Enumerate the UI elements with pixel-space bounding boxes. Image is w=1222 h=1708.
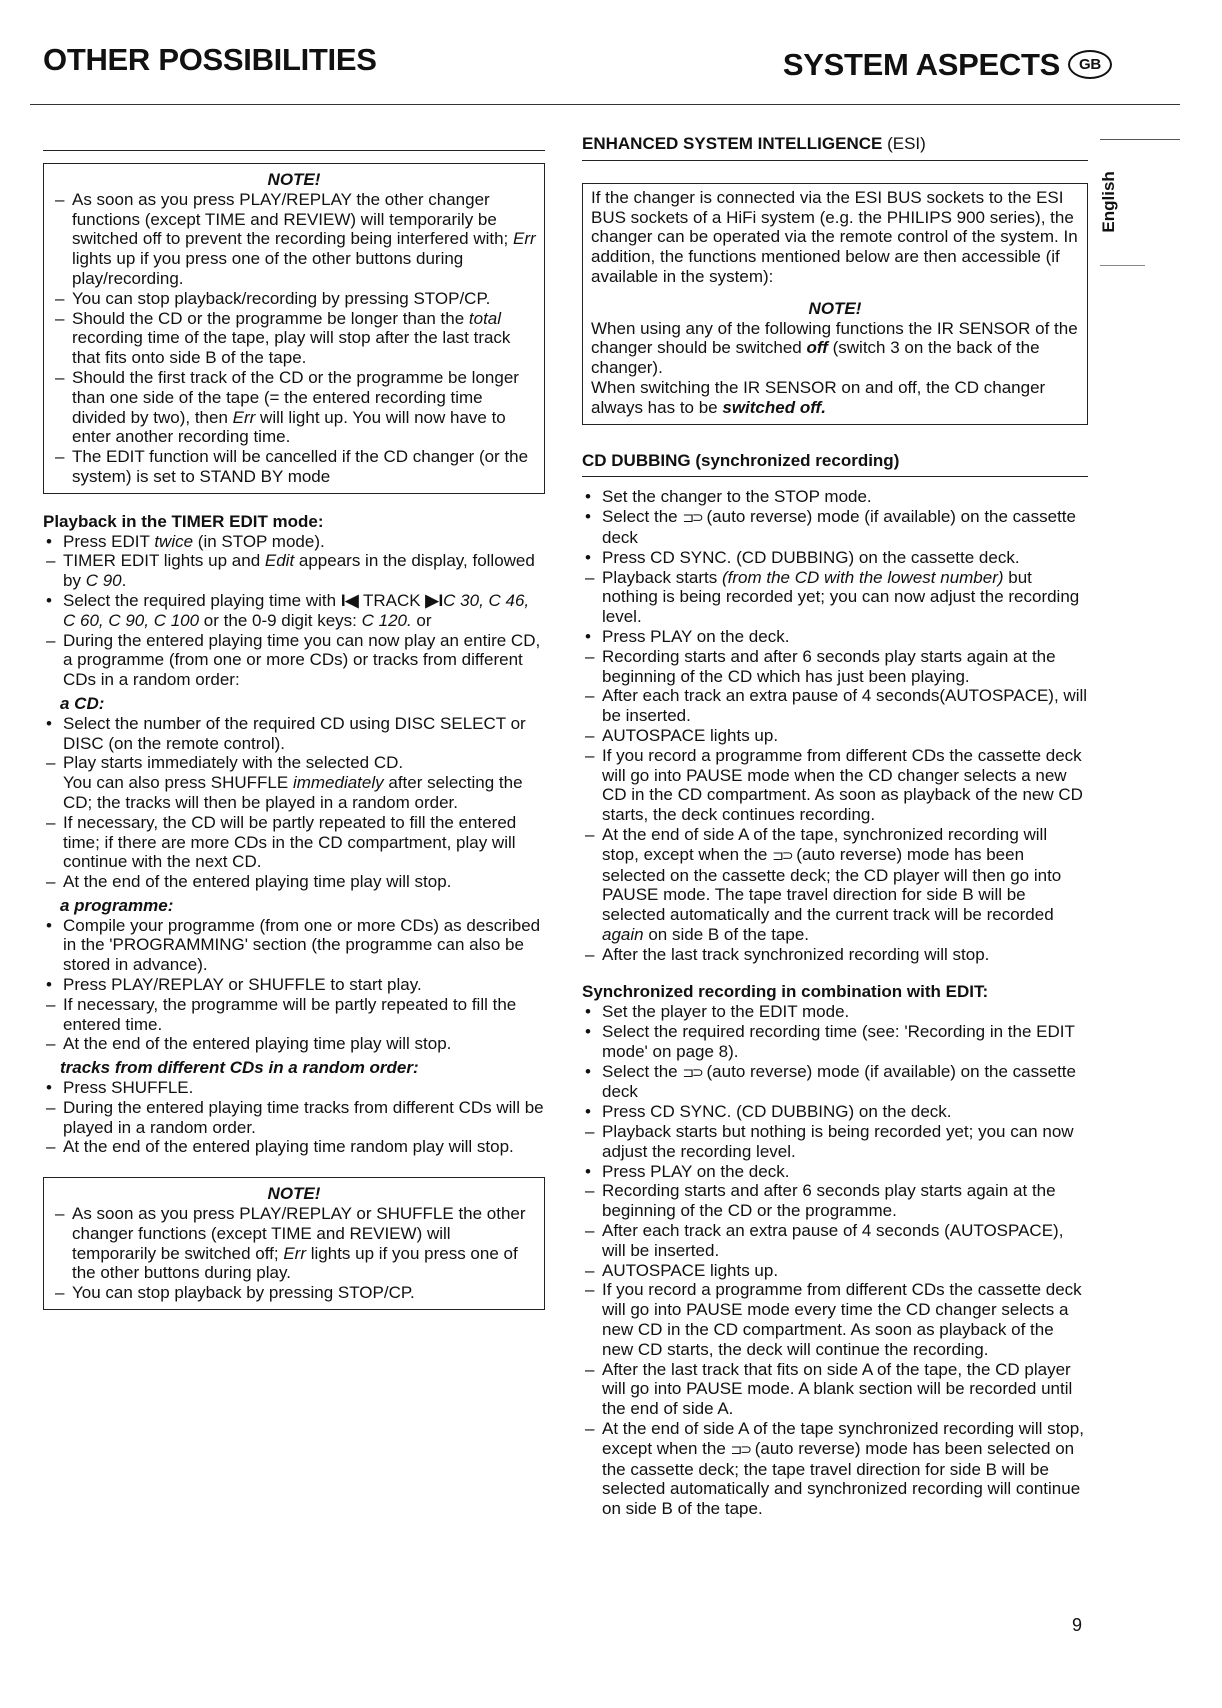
list-item <box>43 631 545 690</box>
left-column <box>43 150 545 1310</box>
list-item <box>582 1022 1088 1062</box>
list-marker: – <box>46 872 56 892</box>
list-item <box>582 1419 1088 1519</box>
tab-divider-top <box>1100 139 1180 140</box>
list-marker: – <box>585 1122 595 1142</box>
list-item <box>43 1034 545 1054</box>
list-marker: – <box>55 1283 65 1303</box>
list-marker: • <box>585 1002 591 1022</box>
autoreverse-icon: ⊐⊃ <box>730 1440 750 1457</box>
a-programme-list <box>43 916 545 1055</box>
text-run: but nothing is being recorded yet; you can now adjust the recording level. <box>602 567 1080 627</box>
text-run: or <box>411 610 432 630</box>
list-item <box>582 507 1088 548</box>
list-item <box>582 1062 1088 1103</box>
text-run: You can also press SHUFFLE <box>63 773 293 793</box>
list-marker: • <box>585 487 591 507</box>
text-run: Press EDIT <box>63 531 155 551</box>
a-cd-list <box>43 714 545 892</box>
a-cd-heading: a CD: <box>60 693 105 713</box>
list-marker: – <box>585 646 595 666</box>
list-item <box>582 1122 1088 1162</box>
list-item <box>582 945 1088 965</box>
note-title: NOTE! <box>267 170 321 189</box>
list-marker: – <box>585 1221 595 1241</box>
list-marker: • <box>46 590 52 610</box>
text-run: Playback starts but nothing is being recorded yet; you can now adjust the recording level. <box>602 1122 1074 1161</box>
list-marker: – <box>55 447 65 467</box>
italic-run: C 90 <box>85 571 122 591</box>
text-run: Press PLAY on the deck. <box>602 1161 790 1181</box>
text-run: At the end of the entered playing time play will stop. <box>63 1034 452 1054</box>
text-run: recording time of the tape, play will stop after the last track that fits onto side B of the tape. <box>72 328 511 368</box>
esi-note-text: When switching the IR SENSOR on and off, the CD changer always has to be <box>591 377 1046 417</box>
list-marker: – <box>585 725 595 745</box>
text-run: At the end of side A of the tape synchronized recording will stop, except when the <box>602 1419 1084 1458</box>
list-marker: • <box>585 507 591 527</box>
list-item <box>43 1098 545 1138</box>
prev-track-icon: I◀ <box>340 590 359 610</box>
text-run: If necessary, the CD will be partly repeated to fill the entered time; if there are more CDs in the CD compartment, play will continue with the next CD. <box>63 812 517 872</box>
gb-badge: GB <box>1068 50 1112 79</box>
autoreverse-icon: ⊐⊃ <box>682 509 702 526</box>
list-item <box>52 1204 536 1283</box>
text-run: If you record a programme from different CDs the cassette deck will go into PAUSE mode every time the CD changer selects a new CD in the CD compartment. As soon as playback of the new CD starts, the deck will continue the recording. <box>602 1280 1082 1359</box>
list-marker: – <box>585 686 595 706</box>
esi-note-emph: off <box>806 338 828 358</box>
list-marker: • <box>585 1061 591 1081</box>
list-item <box>52 190 536 289</box>
list-marker: – <box>46 630 56 650</box>
esi-intro: If the changer is connected via the ESI BUS sockets to the ESI BUS sockets of a HiFi system (e.g. the PHILIPS 900 series), the changer can be operated via the remote control of the system. In addition, the functions mentioned below are then accessible (if available in the system): <box>591 187 1078 286</box>
esi-heading-bold: ENHANCED SYSTEM INTELLIGENCE <box>582 134 883 153</box>
text-run: As soon as you press PLAY/REPLAY or SHUFFLE the other changer functions (except TIME and REVIEW) will temporarily be switched off; <box>72 1204 526 1263</box>
list-item <box>582 1360 1088 1419</box>
note-list <box>52 1204 536 1303</box>
list-marker: – <box>55 189 65 209</box>
text-run: Set the player to the EDIT mode. <box>602 1002 850 1022</box>
list-item <box>582 1181 1088 1221</box>
list-item <box>582 1261 1088 1281</box>
list-marker: – <box>55 1204 65 1224</box>
note-box-playback <box>43 1177 545 1310</box>
list-item <box>582 1002 1088 1022</box>
language-tab <box>1100 150 1140 260</box>
text-run: appears in the display, followed by <box>63 551 535 591</box>
list-item <box>43 1137 545 1157</box>
text-run: Press PLAY on the deck. <box>602 626 790 646</box>
list-marker: – <box>585 567 595 587</box>
esi-note-line2 <box>591 378 1079 418</box>
list-item <box>43 975 545 995</box>
text-run: TRACK <box>358 590 426 610</box>
text-run: If you record a programme from different CDs the cassette deck will go into PAUSE mode when the CD changer selects a new CD in the CD compartment. As soon as playback of the new CD starts, the deck continues recording. <box>602 745 1083 825</box>
system-aspects-title: SYSTEM ASPECTS <box>782 46 1060 82</box>
list-item <box>582 548 1088 568</box>
list-item <box>43 813 545 872</box>
list-marker: – <box>585 1359 595 1379</box>
list-item <box>43 995 545 1035</box>
text-run: AUTOSPACE lights up. <box>602 725 779 745</box>
list-item <box>582 627 1088 647</box>
a-programme-heading: a programme: <box>60 895 174 915</box>
list-marker: • <box>585 1161 591 1181</box>
text-run: The EDIT function will be cancelled if the CD changer (or the system) is set to STAND BY mode <box>72 447 529 486</box>
italic-run: (from the CD with the lowest number) <box>722 567 1004 587</box>
text-run: (auto reverse) mode has been selected on the cassette deck; the tape travel direction for side B will be selected automatically and synchronized recording will continue on side B of the tape. <box>602 1438 1081 1519</box>
text-run: lights up if you press one of the other buttons during play. <box>72 1243 518 1283</box>
text-run: after selecting the CD; the tracks will then be played in a random order. <box>63 773 523 812</box>
text-run: (auto reverse) mode (if available) on the cassette deck <box>602 1061 1076 1102</box>
text-run: After each track an extra pause of 4 seconds (AUTOSPACE), will be inserted. <box>602 1221 1064 1260</box>
left-top-rule <box>43 150 545 151</box>
list-item <box>52 368 536 447</box>
text-run: You can stop playback/recording by pressing STOP/CP. <box>72 288 491 308</box>
list-item <box>43 551 545 591</box>
text-run: At the end of the entered playing time play will stop. <box>63 872 452 892</box>
list-item <box>582 1102 1088 1122</box>
esi-note-emph: switched off. <box>722 397 826 417</box>
list-marker: • <box>585 626 591 646</box>
list-marker: – <box>46 1097 56 1117</box>
text-run: Playback starts <box>602 567 722 587</box>
text-run: Should the CD or the programme be longer than the <box>72 308 469 328</box>
list-marker: • <box>585 547 591 567</box>
list-marker: • <box>46 915 52 935</box>
text-run: Select the required playing time with <box>63 590 341 610</box>
cd-dubbing-list <box>582 487 1088 964</box>
text-run: If necessary, the programme will be partly repeated to fill the entered time. <box>63 994 517 1034</box>
italic-run: Err <box>513 229 536 249</box>
list-marker: – <box>46 753 56 773</box>
cd-dubbing-heading: CD DUBBING (synchronized recording) <box>582 451 1088 478</box>
text-run: At the end of side A of the tape, synchronized recording will stop, except when the <box>602 824 1048 864</box>
list-item <box>43 1078 545 1098</box>
list-marker: • <box>46 531 52 551</box>
text-run: (auto reverse) mode (if available) on the cassette deck <box>602 507 1076 547</box>
text-run: At the end of the entered playing time random play will stop. <box>63 1137 514 1157</box>
page-title-right <box>782 46 1112 82</box>
list-item <box>582 1162 1088 1182</box>
list-marker: – <box>46 994 56 1014</box>
italic-run: again <box>602 924 644 944</box>
list-item <box>43 916 545 975</box>
list-item <box>52 1283 536 1303</box>
text-run: or the 0-9 digit keys: <box>199 610 362 630</box>
text-run: TIMER EDIT lights up and <box>63 551 265 571</box>
page-number: 9 <box>1072 1615 1083 1635</box>
list-item <box>582 726 1088 746</box>
italic-run: Err <box>232 407 256 427</box>
text-run: Select the required recording time (see: 'Recording in the EDIT mode' on page 8). <box>602 1022 1075 1061</box>
list-item <box>52 309 536 368</box>
text-run: Select the <box>602 1061 683 1081</box>
list-item <box>582 686 1088 726</box>
list-marker: – <box>585 1419 595 1439</box>
list-item <box>582 1221 1088 1261</box>
text-run: Press CD SYNC. (CD DUBBING) on the cassette deck. <box>602 547 1020 567</box>
italic-run: immediately <box>292 773 384 793</box>
text-run: . <box>121 571 127 591</box>
random-list <box>43 1078 545 1157</box>
page-title-left: OTHER POSSIBILITIES <box>43 42 377 77</box>
list-item <box>582 647 1088 687</box>
text-run: Set the changer to the STOP mode. <box>602 487 872 507</box>
list-marker: – <box>46 1034 56 1054</box>
note-list <box>52 190 536 487</box>
text-run: Compile your programme (from one or more CDs) as described in the 'PROGRAMMING' section (the programme can also be stored in advance). <box>63 915 541 975</box>
autoreverse-icon: ⊐⊃ <box>682 1063 702 1080</box>
list-item <box>43 532 545 552</box>
text-run: AUTOSPACE lights up. <box>602 1260 779 1280</box>
next-track-icon: ▶I <box>425 590 444 610</box>
list-item <box>43 773 545 813</box>
text-run: After the last track synchronized recording will stop. <box>602 944 990 964</box>
text-run: As soon as you press PLAY/REPLAY the other changer functions (except TIME and REVIEW) will temporarily be switched off to prevent the recording being interfered with; <box>72 189 513 249</box>
right-column <box>582 134 1088 1519</box>
list-marker: – <box>585 824 595 844</box>
esi-note-title: NOTE! <box>808 298 862 318</box>
list-marker: – <box>55 288 65 308</box>
list-item <box>43 753 545 773</box>
list-item <box>582 487 1088 507</box>
list-marker: • <box>585 1022 591 1042</box>
list-marker: – <box>46 812 56 832</box>
language-tab-label: English <box>1098 171 1118 233</box>
list-marker: – <box>46 1137 56 1157</box>
random-heading: tracks from different CDs in a random order: <box>60 1058 419 1078</box>
italic-run: Err <box>283 1243 307 1263</box>
text-run: You can stop playback by pressing STOP/CP. <box>72 1283 415 1303</box>
esi-heading-suffix: (ESI) <box>882 134 926 153</box>
italic-run: C 120. <box>361 610 412 630</box>
list-item <box>43 591 545 631</box>
list-marker: • <box>46 975 52 995</box>
text-run: During the entered playing time you can now play an entire CD, a programme (from one or more CDs) or tracks from different CDs in a random order: <box>63 630 541 690</box>
list-item <box>582 746 1088 825</box>
list-marker: • <box>585 1102 591 1122</box>
sync-edit-heading: Synchronized recording in combination with EDIT: <box>582 982 989 1002</box>
note-box-recording <box>43 163 545 494</box>
list-marker: – <box>46 551 56 571</box>
list-marker: – <box>55 308 65 328</box>
sync-edit-list <box>582 1002 1088 1519</box>
list-marker: – <box>55 367 65 387</box>
header-divider <box>30 104 1180 105</box>
italic-run: C 30, C 46, C 60, C 90, C 100 <box>63 590 530 630</box>
esi-heading <box>582 134 1088 161</box>
list-marker: – <box>585 745 595 765</box>
esi-note-line1 <box>591 319 1079 378</box>
text-run: During the entered playing time tracks from different CDs will be played in a random order. <box>63 1097 544 1137</box>
text-run: Select the number of the required CD using DISC SELECT or DISC (on the remote control). <box>63 713 526 753</box>
text-run: After each track an extra pause of 4 seconds(AUTOSPACE), will be inserted. <box>602 686 1088 726</box>
text-run: Play starts immediately with the selected CD. <box>63 753 404 773</box>
list-marker: • <box>46 713 52 733</box>
list-marker: • <box>46 1078 52 1098</box>
text-run: on side B of the tape. <box>643 924 810 944</box>
list-item <box>52 289 536 309</box>
list-item <box>582 568 1088 627</box>
list-item <box>582 1280 1088 1359</box>
text-run: Recording starts and after 6 seconds play starts again at the beginning of the CD or the programme. <box>602 1181 1056 1221</box>
list-item <box>582 825 1088 945</box>
text-run: (in STOP mode). <box>193 531 325 551</box>
list-marker: – <box>585 1181 595 1201</box>
list-item <box>52 447 536 487</box>
timer-edit-list <box>43 532 545 690</box>
italic-run: Edit <box>264 551 295 571</box>
list-marker: – <box>585 1280 595 1300</box>
text-run: Press CD SYNC. (CD DUBBING) on the deck. <box>602 1102 952 1122</box>
text-run: lights up if you press one of the other buttons during play/recording. <box>72 249 464 288</box>
list-marker: – <box>585 944 595 964</box>
italic-run: twice <box>154 531 194 551</box>
text-run: Should the first track of the CD or the programme be longer than one side of the tape (= the entered recording time divided by two), then <box>72 367 519 427</box>
timer-edit-heading: Playback in the TIMER EDIT mode: <box>43 511 324 531</box>
list-item <box>43 872 545 892</box>
tab-divider-bottom <box>1100 265 1145 266</box>
list-marker: – <box>585 1260 595 1280</box>
text-run: (auto reverse) mode has been selected on the cassette deck; the CD player will then go into PAUSE mode. The tape travel direction for side B will be selected automatically and the current track will be recorded <box>602 844 1062 925</box>
text-run: After the last track that fits on side A of the tape, the CD player will go into PAUSE mode. A blank section will be recorded until the end of side A. <box>602 1359 1073 1419</box>
text-run: Press PLAY/REPLAY or SHUFFLE to start play. <box>63 975 422 995</box>
text-run: Select the <box>602 507 683 527</box>
esi-note-text: When using any of the following functions the IR SENSOR of the changer should be switched <box>591 318 1078 358</box>
autoreverse-icon: ⊐⊃ <box>772 846 792 863</box>
note-title: NOTE! <box>267 1184 321 1204</box>
italic-run: total <box>468 308 502 328</box>
text-run: Recording starts and after 6 seconds play starts again at the beginning of the CD which has just been playing. <box>602 646 1056 686</box>
list-item <box>43 714 545 754</box>
esi-box <box>582 183 1088 425</box>
text-run: Press SHUFFLE. <box>63 1078 194 1098</box>
text-run: will light up. You will now have to enter another recording time. <box>72 407 506 447</box>
esi-note-text: (switch 3 on the back of the changer). <box>591 338 1040 378</box>
